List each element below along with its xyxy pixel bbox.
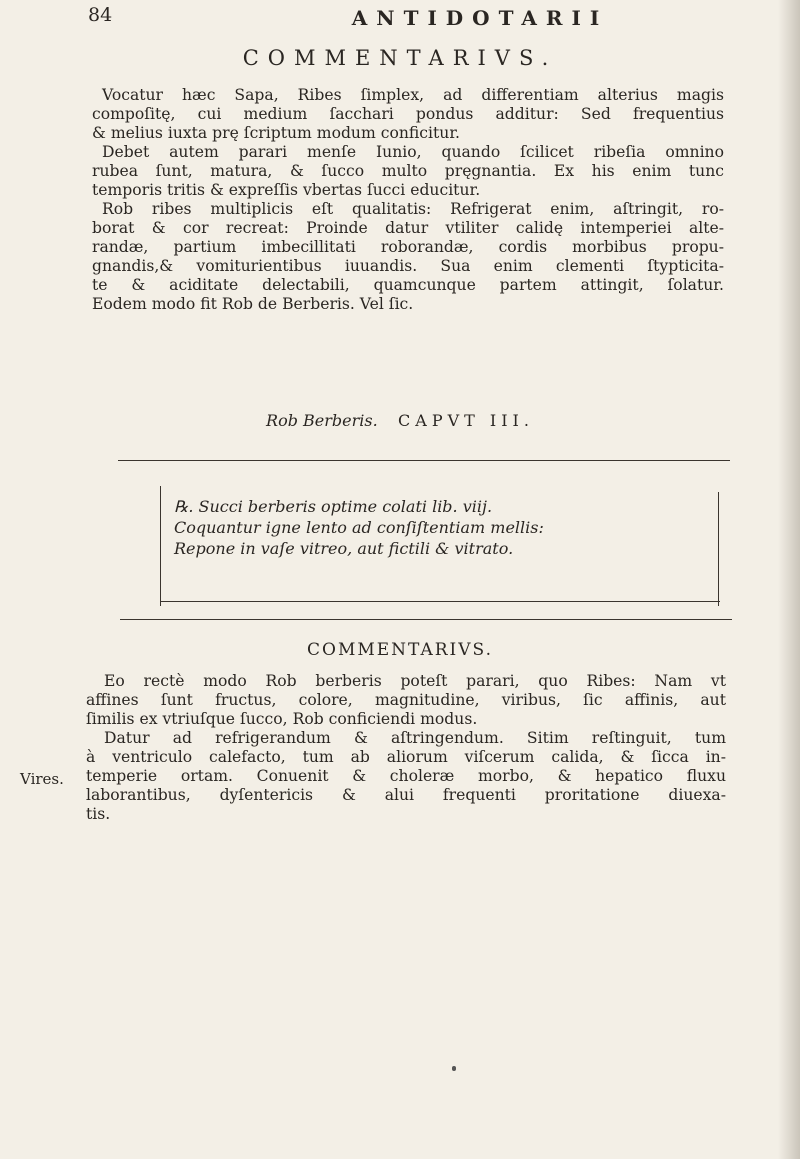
section1-body bbox=[92, 86, 724, 314]
text-line: compoſitę, cui medium ſacchari pondus additur: Sed frequentius bbox=[92, 105, 724, 123]
page-edge-shadow bbox=[778, 0, 800, 1159]
rule-inner-bottom bbox=[160, 601, 720, 602]
section2-heading: COMMENTARIVS. bbox=[307, 640, 493, 660]
text-line: laborantibus, dyſentericis & alui frequenti proritatione diuexa- bbox=[86, 786, 726, 804]
section2-body bbox=[86, 672, 726, 824]
text-line: temporis tritis & expreſſis vbertas ſucci educitur. bbox=[92, 181, 481, 199]
text-line: affines ſunt fructus, colore, magnitudine, viribus, ſic affinis, aut bbox=[86, 691, 726, 709]
chapter-label: CAPVT III. bbox=[398, 411, 534, 430]
recipe-line: ℞. Succi berberis optime colati lib. viij. bbox=[174, 497, 493, 516]
text-line: Rob ribes multiplicis eſt qualitatis: Refrigerat enim, aſtringit, ro- bbox=[102, 200, 724, 218]
box-right-border bbox=[718, 492, 719, 606]
box-left-border bbox=[160, 486, 161, 606]
ink-speck bbox=[452, 1066, 456, 1071]
text-line: & melius iuxta prę ſcriptum modum conficitur. bbox=[92, 124, 461, 142]
text-line: Vocatur hæc Sapa, Ribes ſimplex, ad differentiam alterius magis bbox=[102, 86, 724, 104]
rule-top bbox=[118, 460, 730, 461]
section-heading: COMMENTARIVS. bbox=[242, 46, 558, 70]
running-head: ANTIDOTARII bbox=[351, 6, 609, 30]
text-line: te & aciditate delectabili, quamcunque partem attingit, ſolatur. bbox=[92, 276, 724, 294]
text-line: Eodem modo fit Rob de Berberis. Vel ſic. bbox=[92, 295, 414, 313]
recipe-block bbox=[174, 496, 704, 559]
rule-bottom bbox=[120, 619, 732, 620]
chapter-heading bbox=[180, 411, 620, 430]
text-line: à ventriculo calefacto, tum ab aliorum viſcerum calida, & ſicca in- bbox=[86, 748, 726, 766]
page-number: 84 bbox=[88, 4, 113, 26]
text-line: Debet autem parari menſe Iunio, quando ſcilicet ribeſia omnino bbox=[102, 143, 724, 161]
text-line: randæ, partium imbecillitati roborandæ, cordis morbibus propu- bbox=[92, 238, 724, 256]
text-line: borat & cor recreat: Proinde datur vtiliter calidę intemperiei alte- bbox=[92, 219, 724, 237]
recipe-line: Repone in vaſe vitreo, aut fictili & vitrato. bbox=[174, 539, 514, 558]
text-line: temperie ortam. Conuenit & choleræ morbo, & hepatico fluxu bbox=[86, 767, 726, 785]
margin-note: Vires. bbox=[20, 770, 64, 788]
text-line: Datur ad refrigerandum & aſtringendum. Sitim reſtinguit, tum bbox=[104, 729, 726, 747]
recipe-line: Coquantur igne lento ad conſiſtentiam mellis: bbox=[174, 518, 544, 537]
text-line: ſimilis ex vtriuſque ſucco, Rob conficiendi modus. bbox=[86, 710, 478, 728]
text-line: gnandis,& vomiturientibus iuuandis. Sua enim clementi ſtypticita- bbox=[92, 257, 724, 275]
text-line: rubea ſunt, matura, & ſucco multo pręgnantia. Ex his enim tunc bbox=[92, 162, 724, 180]
text-line: Eo rectè modo Rob berberis poteſt parari, quo Ribes: Nam vt bbox=[104, 672, 726, 690]
chapter-title: Rob Berberis. bbox=[266, 411, 378, 430]
text-line: tis. bbox=[86, 805, 111, 823]
